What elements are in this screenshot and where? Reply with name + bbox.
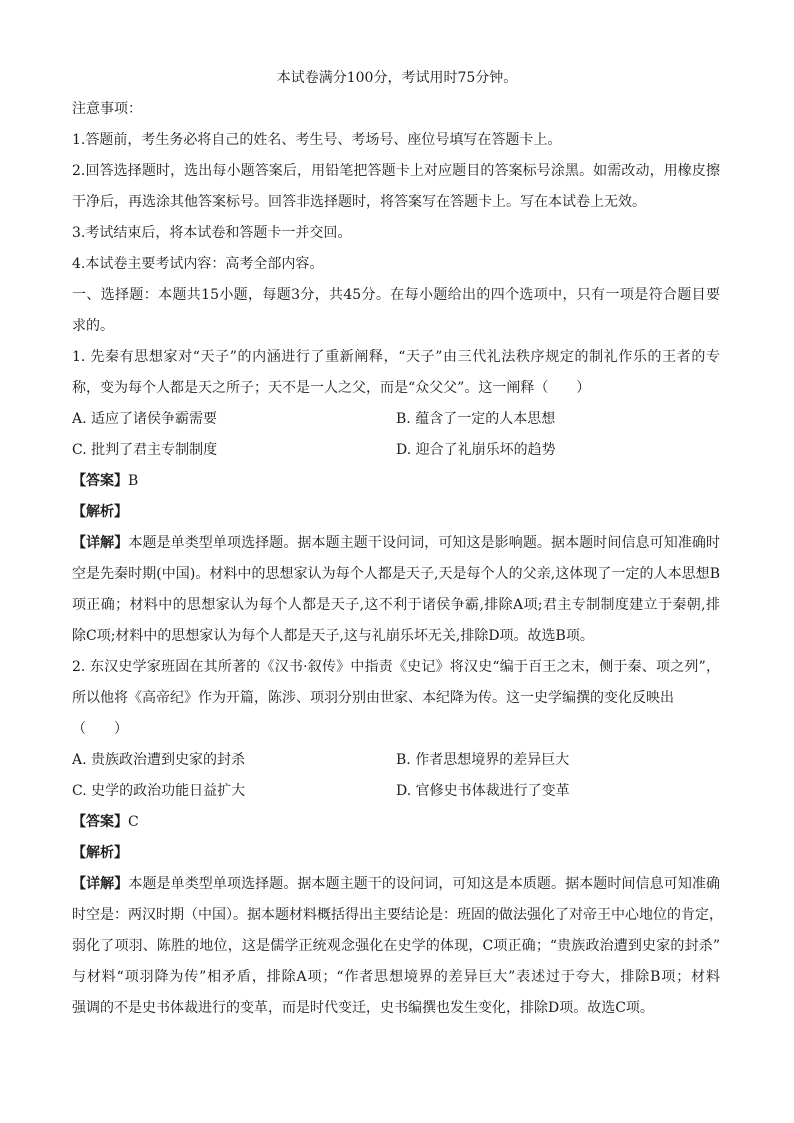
q1-option-c: C. 批判了君主专制制度 — [72, 442, 218, 458]
notice-item-2: 2.回答选择题时，选出每小题答案后，用铅笔把答题卡上对应题目的答案标号涂黑。如需改动，用橡皮擦 — [72, 163, 720, 179]
q2-option-d: D. 官修史书体裁进行了变革 — [396, 783, 570, 799]
q2-detail-1: 【详解】本题是单类型单项选择题。据本题主题干的设问词，可知这是本质题。据本题时间信息可知准确 — [72, 876, 721, 892]
notice-item-2-cont: 干净后，再选涂其他答案标号。回答非选择题时，将答案写在答题卡上。写在本试卷上无效。 — [72, 194, 646, 210]
q1-detail-2: 空是先秦时期(中国)。材料中的思想家认为每个人都是天子,天是每个人的父亲,这体现了一定的人本思想B — [72, 566, 720, 582]
detail-tag: 【详解】 — [72, 876, 129, 892]
q2-option-b: B. 作者思想境界的差异巨大 — [396, 752, 570, 768]
q2-answer — [72, 814, 139, 830]
q1-detail-3: 项正确；材料中的思想家认为每个人都是天子,这不利于诸侯争霸,排除A项;君主专制制度建立于秦朝,排 — [72, 597, 720, 613]
q2-stem: 2. 东汉史学家班固在其所著的《汉书·叙传》中指责《史记》将汉史“编于百王之末，侧于秦、项之列”， — [72, 659, 720, 675]
q1-stem: 1. 先秦有思想家对“天子”的内涵进行了重新阐释，“天子”由三代礼法秩序规定的制礼作乐的王者的专 — [72, 349, 720, 365]
notice-item-1: 1.答题前，考生务必将自己的姓名、考生号、考场号、座位号填写在答题卡上。 — [72, 132, 562, 148]
exam-info-line: 本试卷满分100分，考试用时75分钟。 — [276, 70, 518, 86]
q1-option-d: D. 迎合了礼崩乐坏的趋势 — [396, 442, 556, 458]
q2-analysis-tag: 【解析】 — [72, 845, 128, 861]
q2-detail-5: 强调的不是史书体裁进行的变革，而是时代变迁，史书编撰也发生变化，排除D项。故选C项。 — [72, 1000, 654, 1016]
q2-option-a: A. 贵族政治遭到史家的封杀 — [72, 752, 246, 768]
q2-option-c: C. 史学的政治功能日益扩大 — [72, 783, 246, 799]
q2-stem-cont: 所以他将《高帝纪》作为开篇，陈涉、项羽分别由世家、本纪降为传。这一史学编撰的变化反映出 — [72, 690, 674, 706]
answer-value: B — [128, 473, 139, 489]
q1-option-a: A. 适应了诸侯争霸需要 — [72, 411, 218, 427]
answer-tag: 【答案】 — [72, 473, 128, 489]
notice-item-3: 3.考试结束后，将本试卷和答题卡一并交回。 — [72, 225, 352, 241]
q1-option-b: B. 蕴含了一定的人本思想 — [396, 411, 556, 427]
q2-detail-2: 时空是：两汉时期（中国）。据本题材料概括得出主要结论是：班固的做法强化了对帝王中心地位的肯定， — [72, 907, 723, 923]
q2-detail-4: 与材料“项羽降为传”相矛盾，排除A项；“作者思想境界的差异巨大”表述过于夸大，排除B项；材料 — [72, 969, 720, 985]
q1-detail-4: 除C项;材料中的思想家认为每个人都是天子,这与礼崩乐坏无关,排除D项。故选B项。 — [72, 628, 594, 644]
q1-answer — [72, 473, 138, 489]
answer-tag: 【答案】 — [72, 814, 128, 830]
notice-item-4: 4.本试卷主要考试内容：高考全部内容。 — [72, 256, 324, 272]
section-heading-cont: 求的。 — [72, 318, 114, 334]
detail-tag: 【详解】 — [72, 535, 129, 551]
q1-detail-1: 【详解】本题是单类型单项选择题。据本题主题干设问词，可知这是影响题。据本题时间信息可知准确时 — [72, 535, 721, 551]
q1-analysis-tag: 【解析】 — [72, 504, 128, 520]
section-heading: 一、选择题：本题共15小题，每题3分，共45分。在每小题给出的四个选项中，只有一项是符合题目要 — [72, 287, 720, 303]
notice-title: 注意事项： — [72, 101, 142, 117]
answer-value: C — [128, 814, 139, 830]
q2-stem-paren: （ ） — [72, 721, 128, 737]
q2-detail-3: 弱化了项羽、陈胜的地位，这是儒学正统观念强化在史学的体现，C项正确；“贵族政治遭到史家的封杀” — [72, 938, 720, 954]
q1-stem-cont: 称，变为每个人都是天之所子；天不是一人之父，而是“众父父”。这一阐释（ ） — [72, 380, 591, 396]
